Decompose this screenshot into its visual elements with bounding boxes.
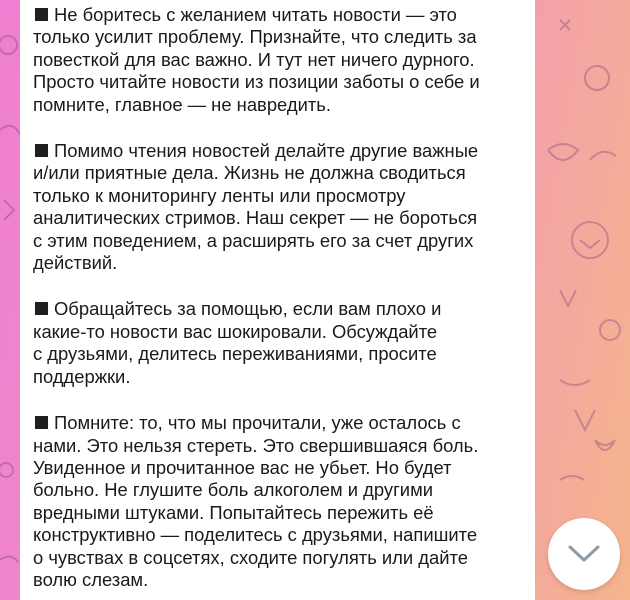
bullet-square-icon <box>35 416 48 429</box>
message-paragraph <box>33 4 533 116</box>
chevron-down-icon <box>566 543 602 565</box>
message-line: повесткой для вас важно. И тут нет ничего дурного. <box>33 48 475 70</box>
message-line: Обращайтесь за помощью, если вам плохо и <box>33 298 533 320</box>
message-line: только усилит проблему. Признайте, что следить за <box>33 26 477 48</box>
message-line: Просто читайте новости из позиции заботы о себе и <box>33 71 480 93</box>
message-line: какие-то новости вас шокировали. Обсуждайте <box>33 320 438 342</box>
message-paragraph <box>33 140 533 274</box>
bullet-square-icon <box>35 302 48 315</box>
message-paragraph <box>33 298 533 388</box>
bullet-square-icon <box>35 8 48 21</box>
message-line: и/или приятные дела. Жизнь не должна сводиться <box>33 162 466 184</box>
message-line: только к мониторингу ленты или просмотру <box>33 184 406 206</box>
message-line: с друзьями, делитесь переживаниями, просите <box>33 343 437 365</box>
message-line: конструктивно — поделитесь с друзьями, напишите <box>33 524 478 546</box>
message-line: Помните: то, что мы прочитали, уже осталось с <box>33 412 533 434</box>
message-line: Увиденное и прочитанное вас не убьет. Но будет <box>33 456 452 478</box>
message-line: волю слезам. <box>33 568 149 590</box>
bullet-square-icon <box>35 144 48 157</box>
message-text <box>33 4 533 600</box>
message-line: помните, главное — не навредить. <box>33 93 331 115</box>
message-line: с этим поведением, а расширять его за счет других <box>33 229 474 251</box>
message-line: вредными штуками. Попытайтесь пережить её <box>33 501 434 523</box>
scroll-to-bottom-button[interactable] <box>548 518 620 590</box>
message-line: Помимо чтения новостей делайте другие важные <box>33 140 533 162</box>
message-line: больно. Не глушите боль алкоголем и другими <box>33 479 433 501</box>
message-paragraph <box>33 412 533 591</box>
message-line: аналитических стримов. Наш секрет — не бороться <box>33 207 478 229</box>
message-line: Не боритесь с желанием читать новости — это <box>33 4 533 26</box>
message-line: нами. Это нельзя стереть. Это свершившаяся боль. <box>33 434 479 456</box>
message-line: действий. <box>33 252 118 274</box>
message-line: о чувствах в соцсетях, сходите погулять или дайте <box>33 546 468 568</box>
message-bubble <box>20 0 535 600</box>
message-line: поддержки. <box>33 365 131 387</box>
